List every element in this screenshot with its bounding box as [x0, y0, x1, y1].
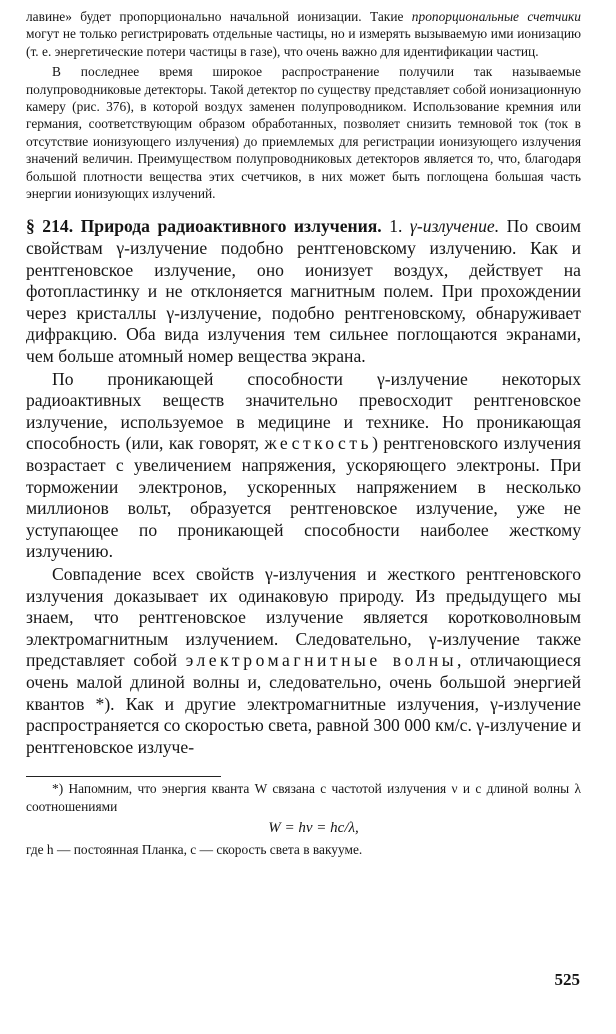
- term-proportional-counters: пропорциональные счетчики: [411, 9, 581, 24]
- paragraph-semiconductor-detectors: В последнее время широкое распространение получили так называемые полупроводниковые детекторы. Такой детектор по существу представляет собой ионизационную камеру (рис. 376), в которой воздух заменен полупроводником. Использование кремния или германия, соответствующим образом обработанных, позволяет снизить темновой ток (ток в отсутствие ионизующего излучения) до приемлемых для регистрации ионизующего излучения значений величин. Преимуществом полупроводниковых детекторов является то, что, благодаря большой плотности вещества этих счетчиков, в них может быть поглощена большая часть энергии ионизующих излучений.: [26, 64, 581, 202]
- paragraph-text-start: По проникающей способности γ-излучение некоторых радиоактивных веществ значительно превосходит рентгеновское излучение, используемое в медицине и технике. Но проникающая способность (или, как говорят,: [26, 368, 581, 454]
- paragraph-text-end: могут не только регистрировать отдельные частицы, но и измерять вызываемую ими ионизацию (т. е. энергетические потери частицы в газе), что очень важно для идентификации частиц.: [26, 26, 581, 59]
- paragraph-text-start: лавине» будет пропорционально начальной ионизации. Такие: [26, 9, 412, 24]
- footnote-divider: [26, 776, 221, 777]
- spaced-term-em-waves: электромагнитные волны: [185, 650, 458, 671]
- spaced-term-hardness: жесткость: [264, 433, 373, 454]
- paragraph-proportional-counters: [26, 8, 581, 60]
- paragraph-text-end: , отличающиеся очень малой длиной волны и, следовательно, очень большой энергией квантов *). Как и другие электромагнитные излучения, γ-излучение распространяется со скоростью света, равной 300 000 км/с. γ-излучение и рентгеновское излуче-: [26, 650, 581, 757]
- footnote-formula: W = hν = hc/λ,: [268, 820, 359, 837]
- paragraph-text-start: Совпадение всех свойств γ-излучения и жесткого рентгеновского излучения доказывает их одинаковую природу. Из предыдущего мы знаем, что рентгеновское излучение является коротковолновым электромагнитным излучением. Следовательно, γ-излучение также представляет собой: [26, 563, 581, 671]
- paragraph-text-end: ) рентгеновского излучения возрастает с увеличением напряжения, ускоряющего электроны. При торможении электронов, ускоренных напряжением в несколько миллионов вольт, образуется рентгеновское излучение, уже не уступающее по проникающей способности наиболее жесткому излучению.: [26, 433, 581, 562]
- page-number: 525: [554, 970, 580, 989]
- footnote-explanation: где h — постоянная Планка, c — скорость света в вакууме.: [26, 842, 363, 858]
- paragraph-same-nature: [26, 564, 581, 758]
- section-214-paragraph: [26, 216, 581, 367]
- item-label: 1.: [381, 216, 410, 237]
- section-heading: § 214. Природа радиоактивного излучения.: [26, 216, 382, 237]
- item-term-gamma: γ-излучение.: [409, 216, 500, 237]
- footnote-text: *) Напомним, что энергия кванта W связана с частотой излучения ν и с длиной волны λ соотношениями: [26, 781, 581, 814]
- paragraph-penetrating-power: [26, 369, 581, 563]
- section-text: По своим свойствам γ-излучение подобно рентгеновскому излучению. Как и рентгеновское излучение, оно ионизует воздух, действует на фотопластинку и не отклоняется магнитным полем. При прохождении через кристаллы γ-излучение, подобно рентгеновскому, обнаруживает дифракцию. Оба вида излучения тем сильнее поглощаются экранами, чем больше атомный номер вещества экрана.: [26, 216, 581, 367]
- book-page: [26, 8, 581, 859]
